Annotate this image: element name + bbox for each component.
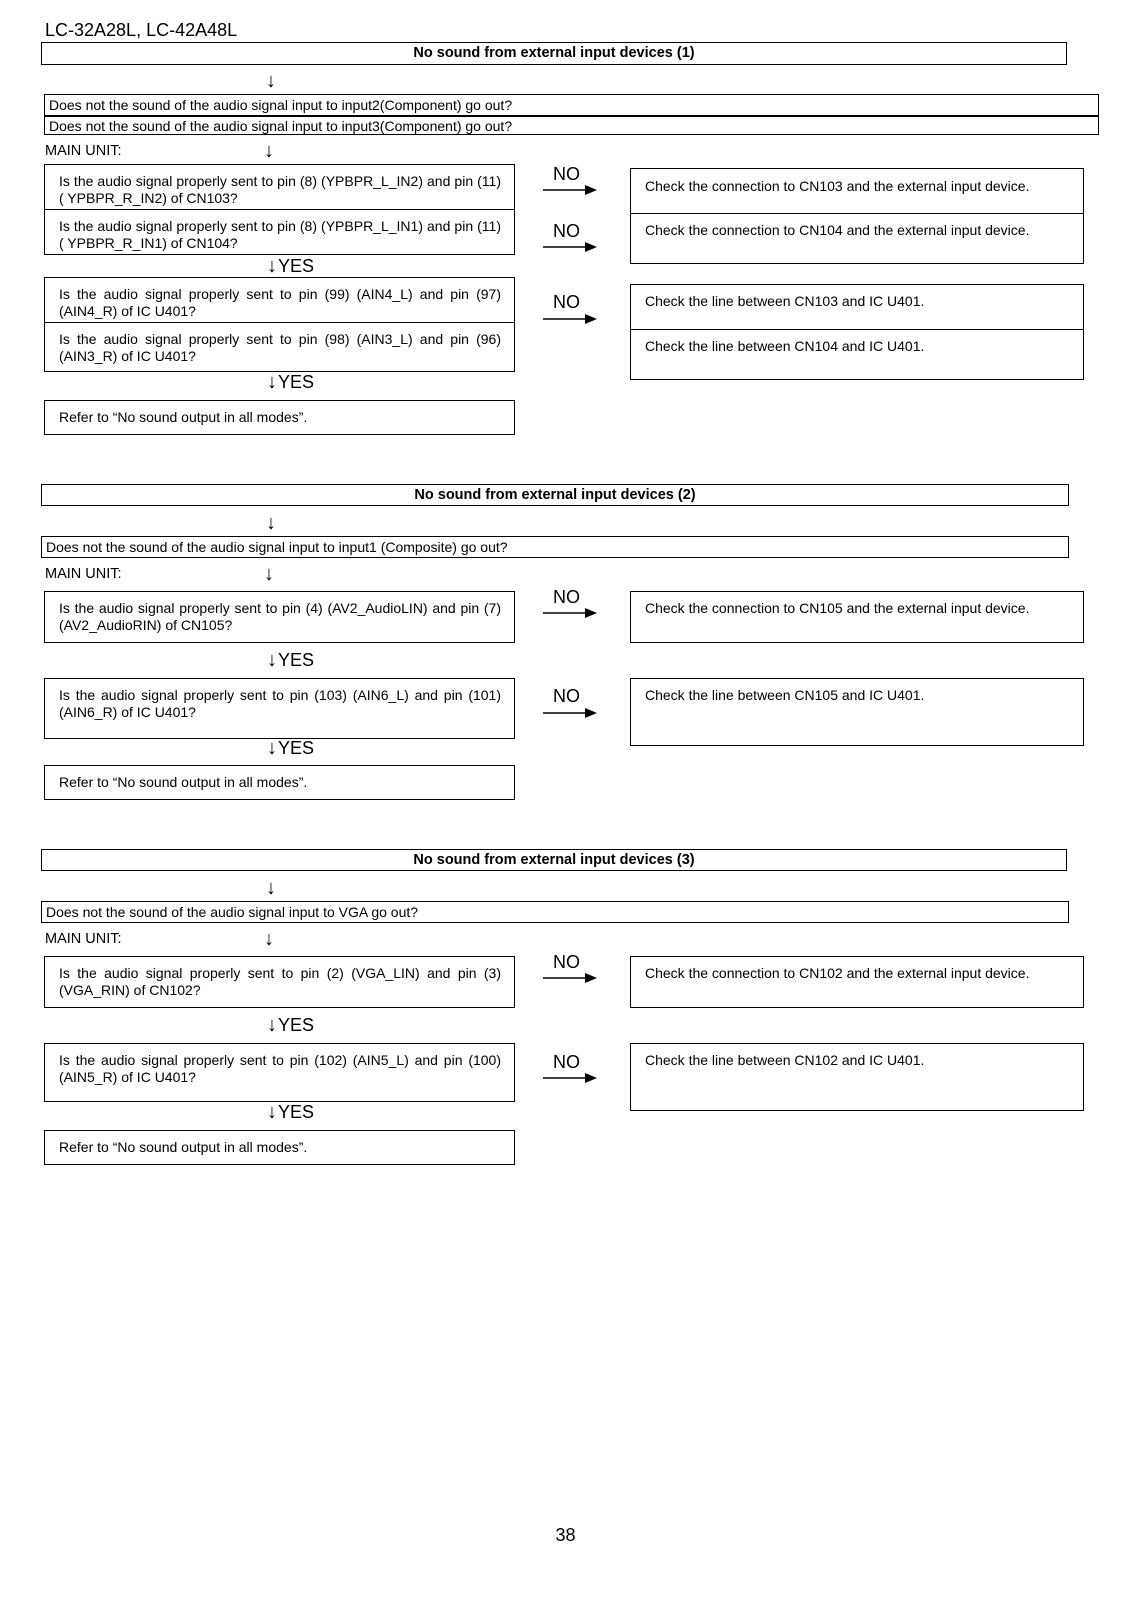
right-arrow-icon [543, 183, 598, 197]
section2-refer-all-modes: Refer to “No sound output in all modes”. [44, 765, 515, 800]
down-arrow-icon: ↓ [264, 140, 274, 162]
section1-action-cn104-line: Check the line between CN104 and IC U401. [630, 329, 1084, 380]
right-arrow-icon [543, 240, 598, 254]
yes-label: YES [278, 1015, 315, 1035]
right-arrow-icon [543, 971, 598, 985]
section1-title: No sound from external input devices (1) [41, 42, 1067, 65]
section3-action-cn102-connection: Check the connection to CN102 and the external input device. [630, 956, 1084, 1008]
section3-question-line: Does not the sound of the audio signal input to VGA go out? [41, 901, 1069, 923]
no-label: NO [553, 1052, 580, 1072]
down-arrow-icon: ↓ [266, 70, 276, 92]
right-arrow-icon [543, 1071, 598, 1085]
yes-label: YES [278, 1102, 315, 1122]
section1-check-cn104-signal: Is the audio signal properly sent to pin (8) (YPBPR_L_IN1) and pin (11)( YPBPR_R_IN1) of CN104? [44, 209, 515, 255]
right-arrow-icon [543, 706, 598, 720]
main-unit-label: MAIN UNIT: [45, 931, 122, 947]
section1-refer-all-modes: Refer to “No sound output in all modes”. [44, 400, 515, 435]
section1-question-line1: Does not the sound of the audio signal input to input2(Component) go out? [44, 94, 1099, 116]
right-arrow-icon [543, 606, 598, 620]
section1-check-ain4-signal: Is the audio signal properly sent to pin (99) (AIN4_L) and pin (97) (AIN4_R) of IC U401? [44, 277, 515, 323]
yes-label: YES [278, 256, 315, 276]
section3-title: No sound from external input devices (3) [41, 849, 1067, 871]
section2-question-line: Does not the sound of the audio signal input to input1 (Composite) go out? [41, 536, 1069, 558]
section2-check-ain6-signal: Is the audio signal properly sent to pin (103) (AIN6_L) and pin (101) (AIN6_R) of IC U401? [44, 678, 515, 739]
section2-check-cn105-signal: Is the audio signal properly sent to pin (4) (AV2_AudioLIN) and pin (7) (AV2_AudioRIN) of CN105? [44, 591, 515, 643]
section3-check-ain5-signal: Is the audio signal properly sent to pin (102) (AIN5_L) and pin (100) (AIN5_R) of IC U401? [44, 1043, 515, 1102]
down-arrow-icon: ↓ [264, 928, 274, 950]
yes-label: YES [278, 372, 315, 392]
right-arrow-icon [543, 312, 598, 326]
model-header: LC-32A28L, LC-42A48L [45, 20, 238, 40]
down-arrow-icon: ↓ [264, 563, 274, 585]
no-label: NO [553, 221, 580, 241]
down-arrow-icon: ↓ [267, 649, 277, 671]
down-arrow-icon: ↓ [267, 1014, 277, 1036]
section1-action-cn103-line: Check the line between CN103 and IC U401. [630, 284, 1084, 330]
yes-label: YES [278, 650, 315, 670]
section1-action-cn104-connection: Check the connection to CN104 and the external input device. [630, 213, 1084, 264]
main-unit-label: MAIN UNIT: [45, 143, 122, 159]
section1-check-cn103-signal: Is the audio signal properly sent to pin (8) (YPBPR_L_IN2) and pin (11)( YPBPR_R_IN2) of CN103? [44, 164, 515, 210]
section1-check-ain3-signal: Is the audio signal properly sent to pin (98) (AIN3_L) and pin (96) (AIN3_R) of IC U401? [44, 322, 515, 372]
section2-action-cn105-connection: Check the connection to CN105 and the external input device. [630, 591, 1084, 643]
section2-title: No sound from external input devices (2) [41, 484, 1069, 506]
down-arrow-icon: ↓ [267, 255, 277, 277]
main-unit-label: MAIN UNIT: [45, 566, 122, 582]
section1-action-cn103-connection: Check the connection to CN103 and the external input device. [630, 168, 1084, 214]
down-arrow-icon: ↓ [267, 737, 277, 759]
section2-action-cn105-line: Check the line between CN105 and IC U401. [630, 678, 1084, 746]
down-arrow-icon: ↓ [267, 1101, 277, 1123]
down-arrow-icon: ↓ [266, 877, 276, 899]
no-label: NO [553, 164, 580, 184]
no-label: NO [553, 952, 580, 972]
section3-check-cn102-signal: Is the audio signal properly sent to pin (2) (VGA_LIN) and pin (3) (VGA_RIN) of CN102? [44, 956, 515, 1008]
section3-refer-all-modes: Refer to “No sound output in all modes”. [44, 1130, 515, 1165]
no-label: NO [553, 587, 580, 607]
section3-action-cn102-line: Check the line between CN102 and IC U401. [630, 1043, 1084, 1111]
page-number: 38 [555, 1525, 576, 1545]
no-label: NO [553, 292, 580, 312]
yes-label: YES [278, 738, 315, 758]
section1-question-line2: Does not the sound of the audio signal input to input3(Component) go out? [44, 116, 1099, 135]
down-arrow-icon: ↓ [266, 512, 276, 534]
down-arrow-icon: ↓ [267, 371, 277, 393]
no-label: NO [553, 686, 580, 706]
